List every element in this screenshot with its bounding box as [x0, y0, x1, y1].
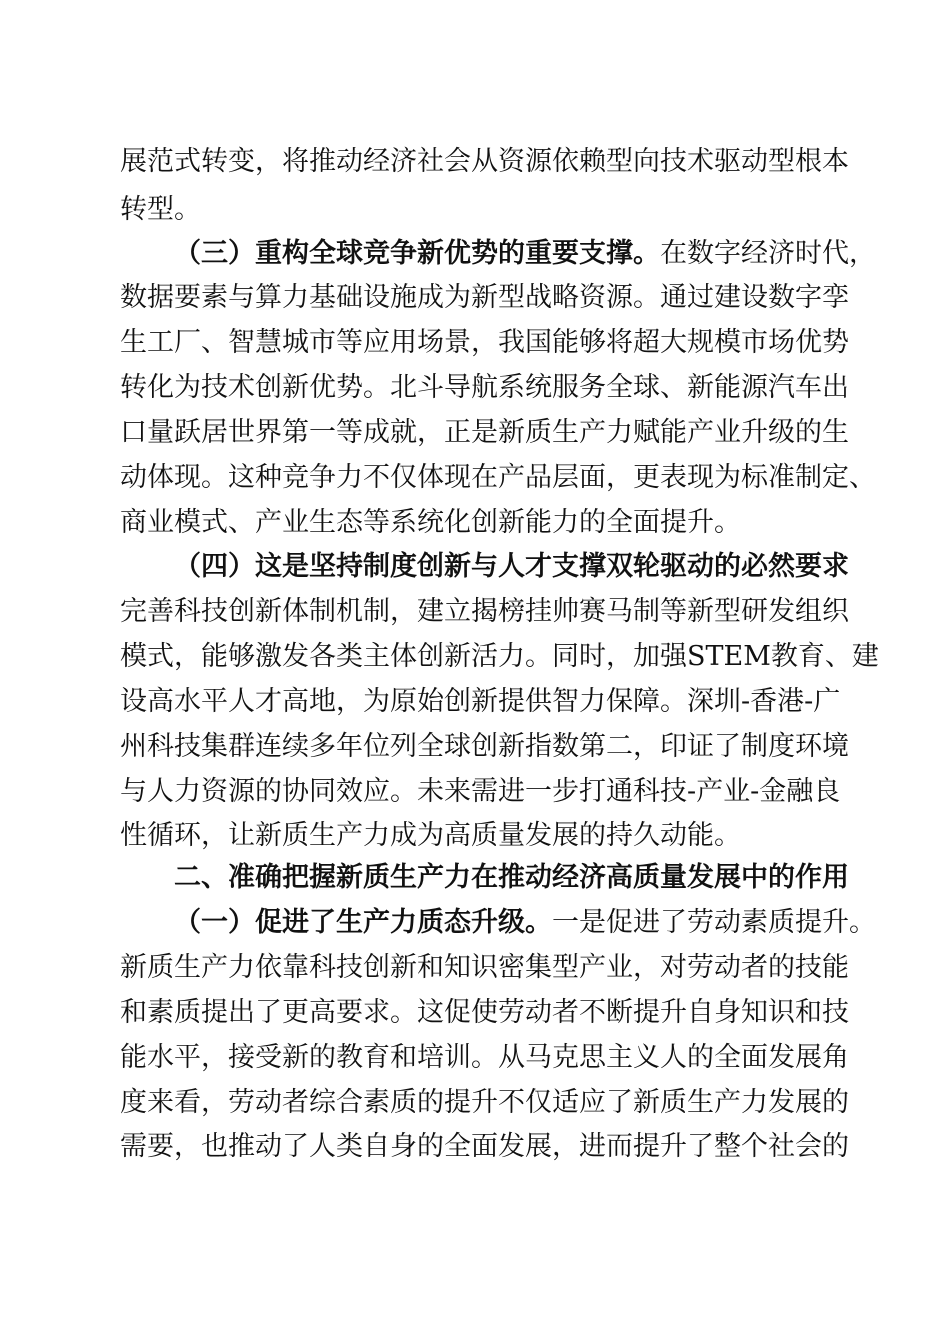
line-text: 与人力资源的协同效应。未来需进一步打通科技-产业-金融良 — [120, 776, 841, 807]
text-line — [120, 498, 840, 548]
line-text: 和素质提出了更高要求。这促使劳动者不断提升自身知识和技 — [120, 997, 849, 1028]
section-heading — [174, 853, 849, 903]
line-text: 设高水平人才高地，为原始创新提供智力保障。深圳-香港-广 — [120, 686, 841, 717]
line-text: 在数字经济时代， — [660, 238, 876, 269]
line-text: 模式，能够激发各类主体创新活力。同时，加强STEM教育、建 — [120, 641, 879, 672]
line-text: 生工厂、智慧城市等应用场景，我国能够将超大规模市场优势 — [120, 327, 849, 358]
line-text: 转型。 — [120, 194, 201, 225]
text-line — [120, 1122, 849, 1172]
subsection-1-lead-line — [174, 898, 876, 948]
line-text: 能水平，接受新的教育和培训。从马克思主义人的全面发展角 — [120, 1042, 849, 1073]
text-line — [120, 677, 840, 727]
text-line — [120, 408, 849, 458]
line-text: 州科技集群连续多年位列全球创新指数第二，印证了制度环境 — [120, 731, 849, 762]
text-line — [120, 363, 849, 413]
section-4-lead-line — [174, 542, 849, 592]
text-line — [120, 273, 849, 323]
line-text: 数据要素与算力基础设施成为新型战略资源。通过建设数字孪 — [120, 282, 849, 313]
line-text: 度来看，劳动者综合素质的提升不仅适应了新质生产力发展的 — [120, 1087, 849, 1118]
text-line — [120, 185, 840, 235]
line-text: 需要，也推动了人类自身的全面发展，进而提升了整个社会的 — [120, 1131, 849, 1162]
subsection-1-title: （一）促进了生产力质态升级。 — [174, 907, 552, 938]
text-line — [120, 722, 849, 772]
line-text: 转化为技术创新优势。北斗导航系统服务全球、新能源汽车出 — [120, 372, 849, 403]
text-line — [120, 632, 879, 682]
line-text: 口量跃居世界第一等成就，正是新质生产力赋能产业升级的生 — [120, 417, 849, 448]
text-line — [120, 988, 849, 1038]
line-text: 动体现。这种竞争力不仅体现在产品层面，更表现为标准制定、 — [120, 462, 876, 493]
text-line — [120, 587, 849, 637]
text-line — [120, 943, 849, 993]
section-3-lead-line — [174, 229, 876, 279]
heading-text: 二、准确把握新质生产力在推动经济高质量发展中的作用 — [174, 862, 849, 893]
line-text: 性循环，让新质生产力成为高质量发展的持久动能。 — [120, 820, 741, 851]
text-line — [120, 767, 840, 817]
line-text: 展范式转变，将推动经济社会从资源依赖型向技术驱动型根本 — [120, 146, 849, 177]
text-line — [120, 318, 849, 368]
text-line — [120, 137, 849, 187]
text-line — [120, 1078, 849, 1128]
text-line — [120, 1033, 849, 1083]
section-4-title: （四）这是坚持制度创新与人才支撑双轮驱动的必然要求 — [174, 551, 849, 582]
line-text: 一是促进了劳动素质提升。 — [552, 907, 876, 938]
text-line — [120, 453, 876, 503]
line-text: 商业模式、产业生态等系统化创新能力的全面提升。 — [120, 507, 741, 538]
section-3-title: （三）重构全球竞争新优势的重要支撑。 — [174, 238, 660, 269]
line-text: 完善科技创新体制机制，建立揭榜挂帅赛马制等新型研发组织 — [120, 596, 849, 627]
line-text: 新质生产力依靠科技创新和知识密集型产业，对劳动者的技能 — [120, 952, 849, 983]
